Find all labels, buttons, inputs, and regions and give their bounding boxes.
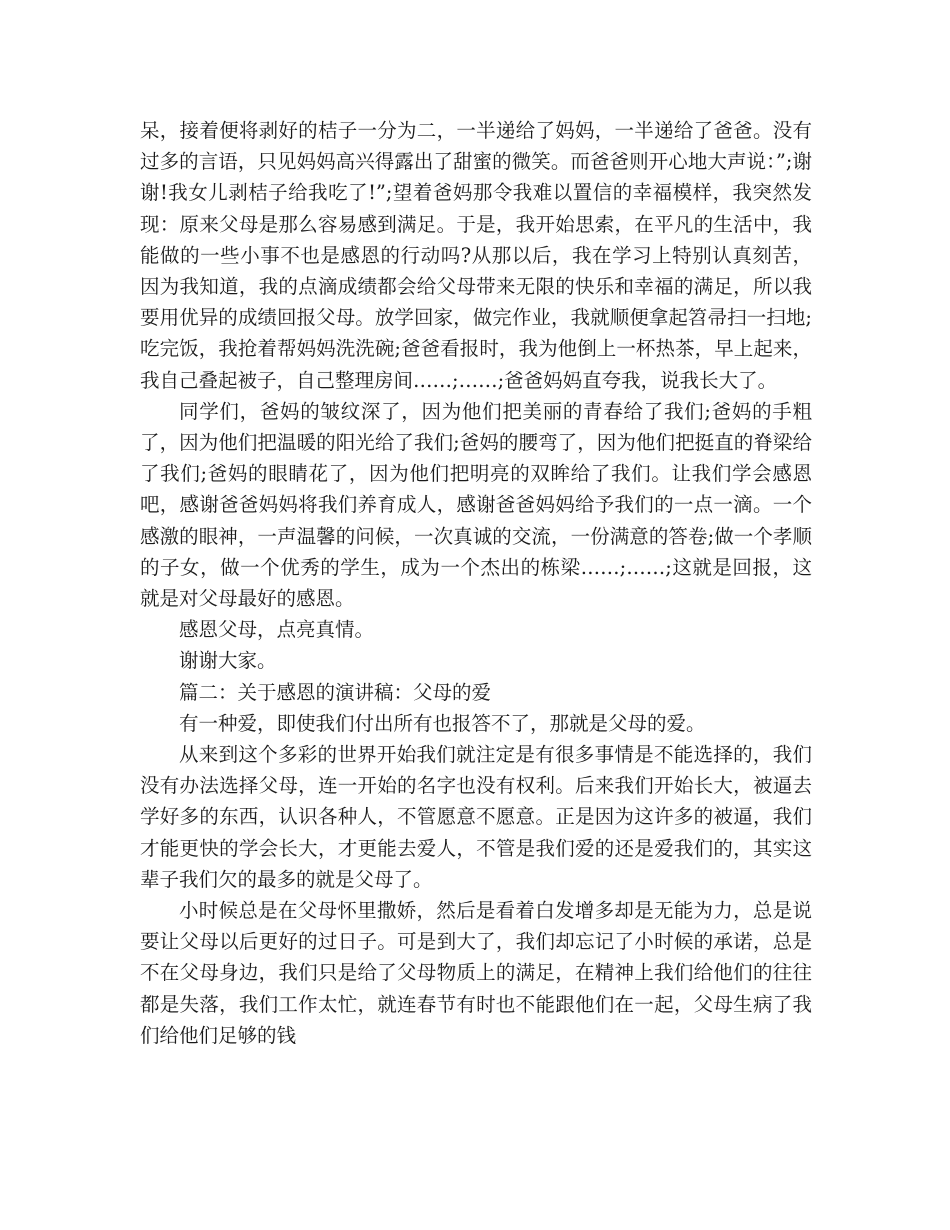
paragraph-6: 有一种爱，即使我们付出所有也报答不了，那就是父母的爱。 (179, 711, 706, 735)
paragraph-2: 同学们，爸妈的皱纹深了，因为他们把美丽的青春给了我们;爸妈的手粗了，因为他们把温暖的阳光给了我们;爸妈的腰弯了，因为他们把挺直的脊梁给了我们;爸妈的眼睛花了，因为他们把明亮的双眸给了我们。让我们学会感恩吧，感谢爸爸妈妈将我们养育成人，感谢爸爸妈妈给予我们的一点一滴。一个感激的眼神，一声温馨的问候，一次真诚的交流，一份满意的答卷;做一个孝顺的子女，做一个优秀的学生，成为一个杰出的栋梁……;……;这就是回报，这就是对父母最好的感恩。 (140, 399, 812, 611)
document-page (140, 115, 812, 1051)
paragraph-3: 感恩父母，点亮真情。 (179, 618, 375, 642)
paragraph-1: 呆，接着便将剥好的桔子一分为二，一半递给了妈妈，一半递给了爸爸。没有过多的言语，只见妈妈高兴得露出了甜蜜的微笑。而爸爸则开心地大声说：”;谢谢!我女儿剥桔子给我吃了!”;望着爸妈那令我难以置信的幸福模样，我突然发现：原来父母是那么容易感到满足。于是，我开始思索，在平凡的生活中，我能做的一些小事不也是感恩的行动吗?从那以后，我在学习上特别认真刻苦，因为我知道，我的点滴成绩都会给父母带来无限的快乐和幸福的满足，所以我要用优异的成绩回报父母。放学回家，做完作业，我就顺便拿起笤帚扫一扫地;吃完饭，我抢着帮妈妈洗洗碗;爸爸看报时，我为他倒上一杯热茶，早上起来，我自己叠起被子，自己整理房间……;……;爸爸妈妈直夸我，说我长大了。 (140, 119, 812, 392)
paragraph-8: 小时候总是在父母怀里撒娇，然后是看着白发增多却是无能为力，总是说要让父母以后更好的过日子。可是到大了，我们却忘记了小时候的承诺，总是不在父母身边，我们只是给了父母物质上的满足，在精神上我们给他们的往往都是失落，我们工作太忙，就连春节有时也不能跟他们在一起，父母生病了我们给他们足够的钱 (140, 899, 812, 1047)
paragraph-7: 从来到这个多彩的世界开始我们就注定是有很多事情是不能选择的，我们没有办法选择父母，连一开始的名字也没有权利。后来我们开始长大，被逼去学好多的东西，认识各种人，不管愿意不愿意。正是因为这许多的被逼，我们才能更快的学会长大，才更能去爱人，不管是我们爱的还是爱我们的，其实这辈子我们欠的最多的就是父母了。 (140, 743, 812, 891)
section-heading: 篇二：关于感恩的演讲稿：父母的爱 (179, 680, 492, 704)
paragraph-4: 谢谢大家。 (179, 649, 277, 673)
